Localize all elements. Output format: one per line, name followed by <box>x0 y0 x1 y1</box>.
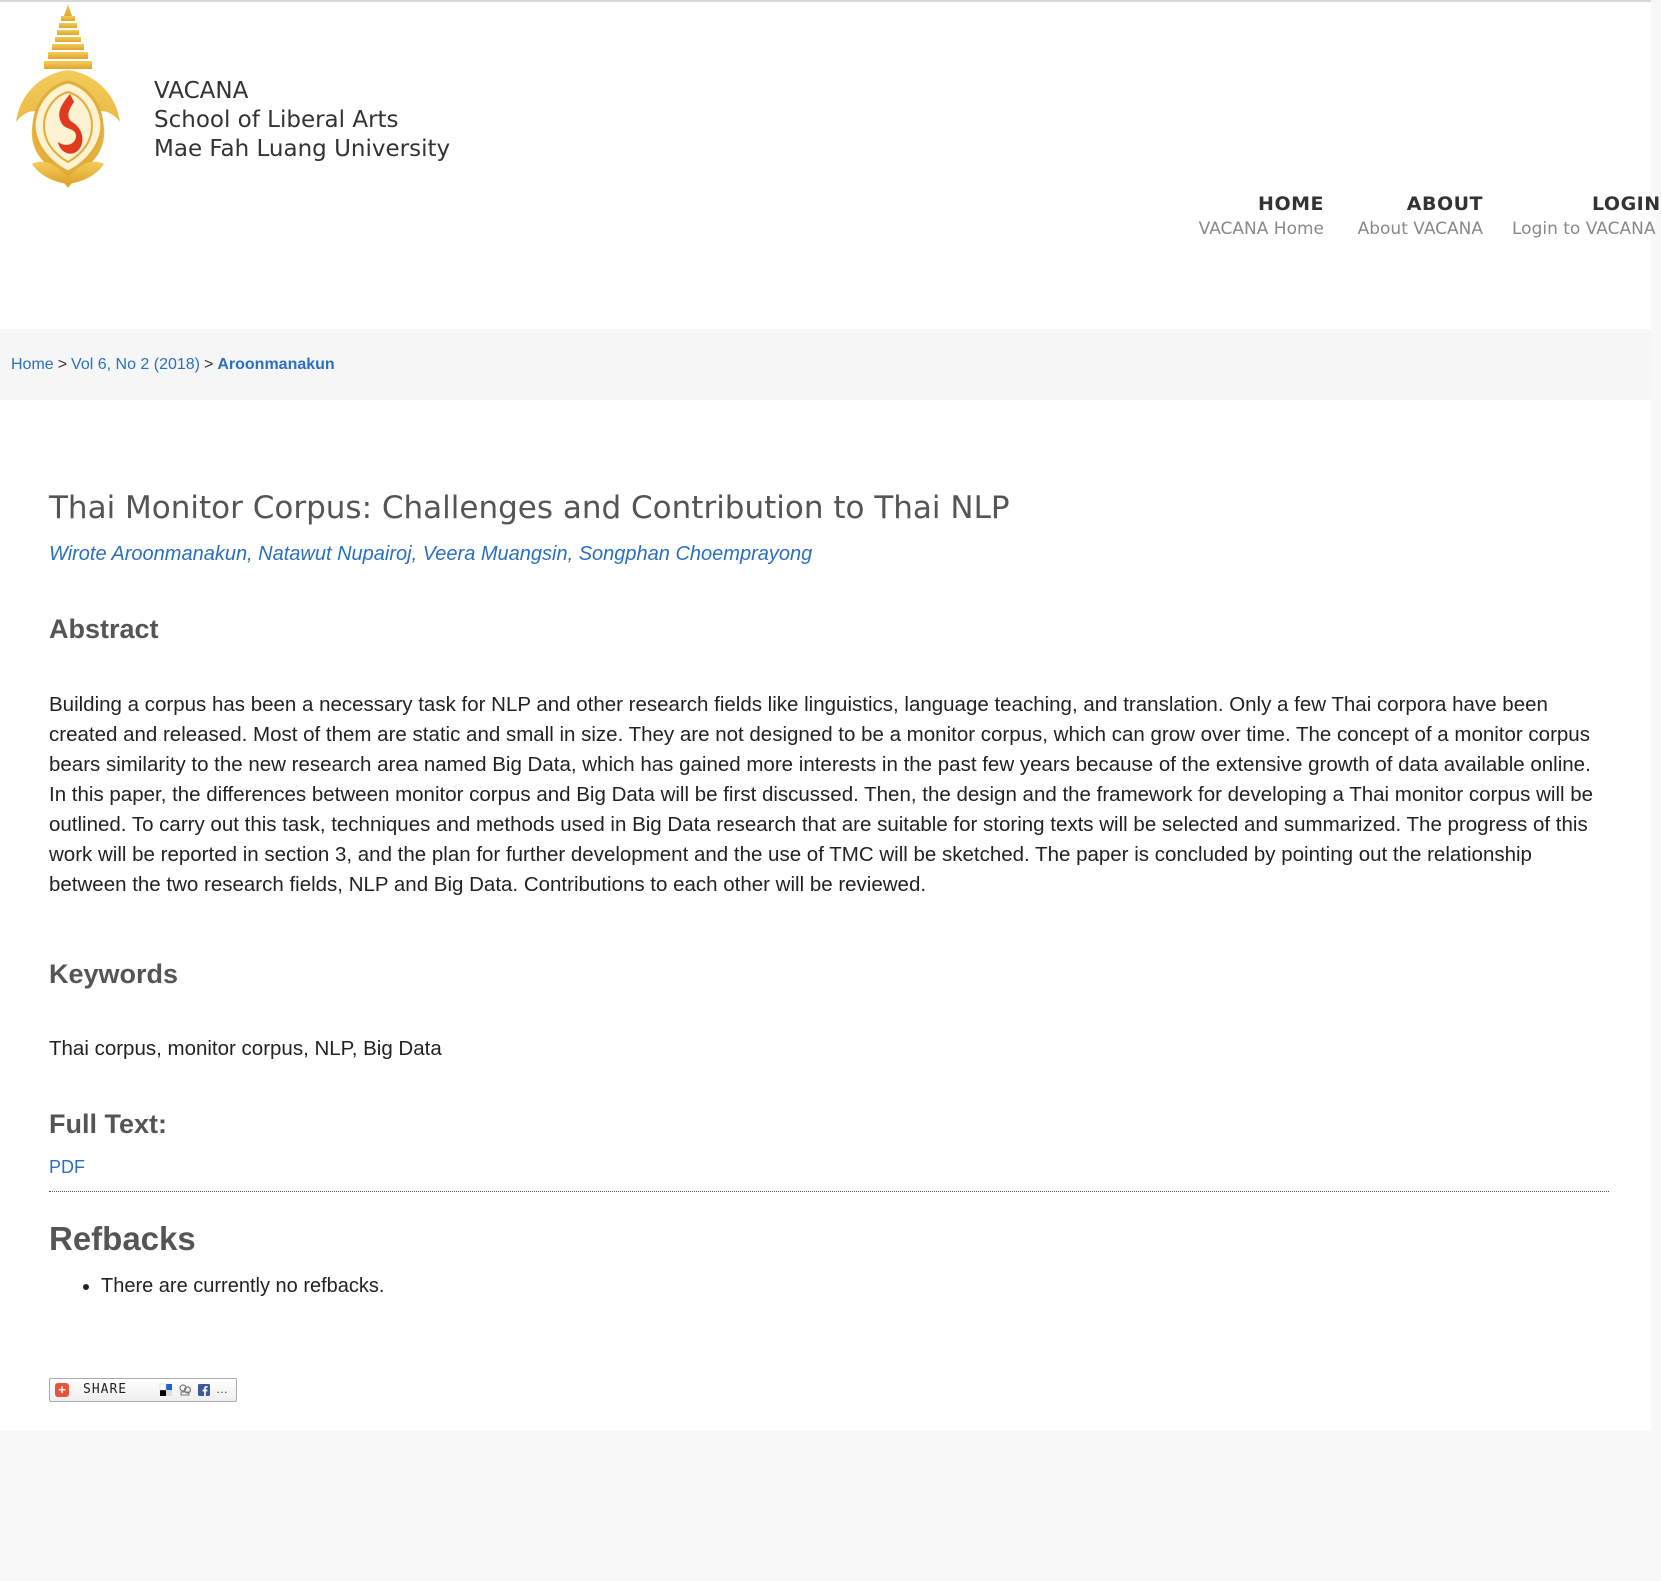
nav-item-login[interactable] <box>1512 192 1661 241</box>
brand-university-name: Mae Fah Luang University <box>154 136 451 162</box>
list-item: • There are currently no refbacks. <box>101 1275 384 1298</box>
abstract-heading: Abstract <box>49 614 159 644</box>
breadcrumb-home-link[interactable]: Home <box>11 356 54 373</box>
breadcrumb-separator: > <box>57 356 68 373</box>
breadcrumb-current-link[interactable]: Aroonmanakun <box>217 356 335 373</box>
refbacks-heading: Refbacks <box>49 1220 196 1257</box>
brand-school-name: School of Liberal Arts <box>154 107 399 133</box>
nav-item-about[interactable] <box>1358 192 1483 241</box>
section-divider <box>49 1191 1609 1192</box>
digg-icon <box>179 1384 191 1396</box>
more-icon: … <box>216 1382 228 1396</box>
nav-item-label: HOME <box>1258 193 1324 215</box>
breadcrumb <box>11 356 335 374</box>
nav-item-sublabel: VACANA Home <box>1198 219 1324 239</box>
nav-item-sublabel: Login to VACANA <box>1512 219 1656 239</box>
refbacks-list <box>49 1275 384 1298</box>
plus-icon: + <box>55 1383 69 1397</box>
share-label: SHARE <box>83 1382 128 1397</box>
brand-journal-name: VACANA <box>154 78 249 104</box>
nav-item-sublabel: About VACANA <box>1357 219 1483 239</box>
site-brand <box>154 77 450 164</box>
breadcrumb-bar <box>0 329 1651 400</box>
breadcrumb-separator: > <box>204 356 214 373</box>
keywords-text: Thai corpus, monitor corpus, NLP, Big Data <box>49 1037 442 1060</box>
article-authors: Wirote Aroonmanakun, Natawut Nupairoj, Veera Muangsin, Songphan Choemprayong <box>49 543 813 565</box>
pdf-link[interactable]: PDF <box>49 1157 85 1177</box>
delicious-icon <box>160 1384 172 1396</box>
nav-item-label: ABOUT <box>1406 193 1483 215</box>
share-button[interactable] <box>49 1378 237 1402</box>
article-title: Thai Monitor Corpus: Challenges and Contribution to Thai NLP <box>49 490 1010 526</box>
keywords-heading: Keywords <box>49 959 179 989</box>
main-navigation <box>0 192 1661 252</box>
nav-item-home[interactable] <box>1199 192 1324 241</box>
facebook-icon <box>198 1384 210 1396</box>
university-logo-icon[interactable] <box>10 2 126 190</box>
abstract-text: Building a corpus has been a necessary task for NLP and other research fields like linguistics, language teaching, and translation. Only a few Thai corpora have been created and released. Most of them are static and small in size. They are not designed to be a monitor corpus, which can grow over time. The concept of a monitor corpus bears similarity to the new research area named Big Data, which has gained more interests in the past few years because of the extensive growth of data available online. In this paper, the differences between monitor corpus and Big Data will be first discussed. Then, the design and the framework for developing a Thai monitor corpus will be outlined. To carry out this task, techniques and methods used in Big Data research that are suitable for storing texts will be selected and summarized. The progress of this work will be reported in section 3, and the plan for further development and the use of TMC will be sketched. The paper is concluded by pointing out the relationship between the two research fields, NLP and Big Data. Contributions to each other will be reviewed. <box>49 693 1594 896</box>
breadcrumb-issue-link[interactable]: Vol 6, No 2 (2018) <box>71 356 200 373</box>
fulltext-heading: Full Text: <box>49 1109 167 1139</box>
nav-item-label: LOGIN <box>1592 193 1661 215</box>
